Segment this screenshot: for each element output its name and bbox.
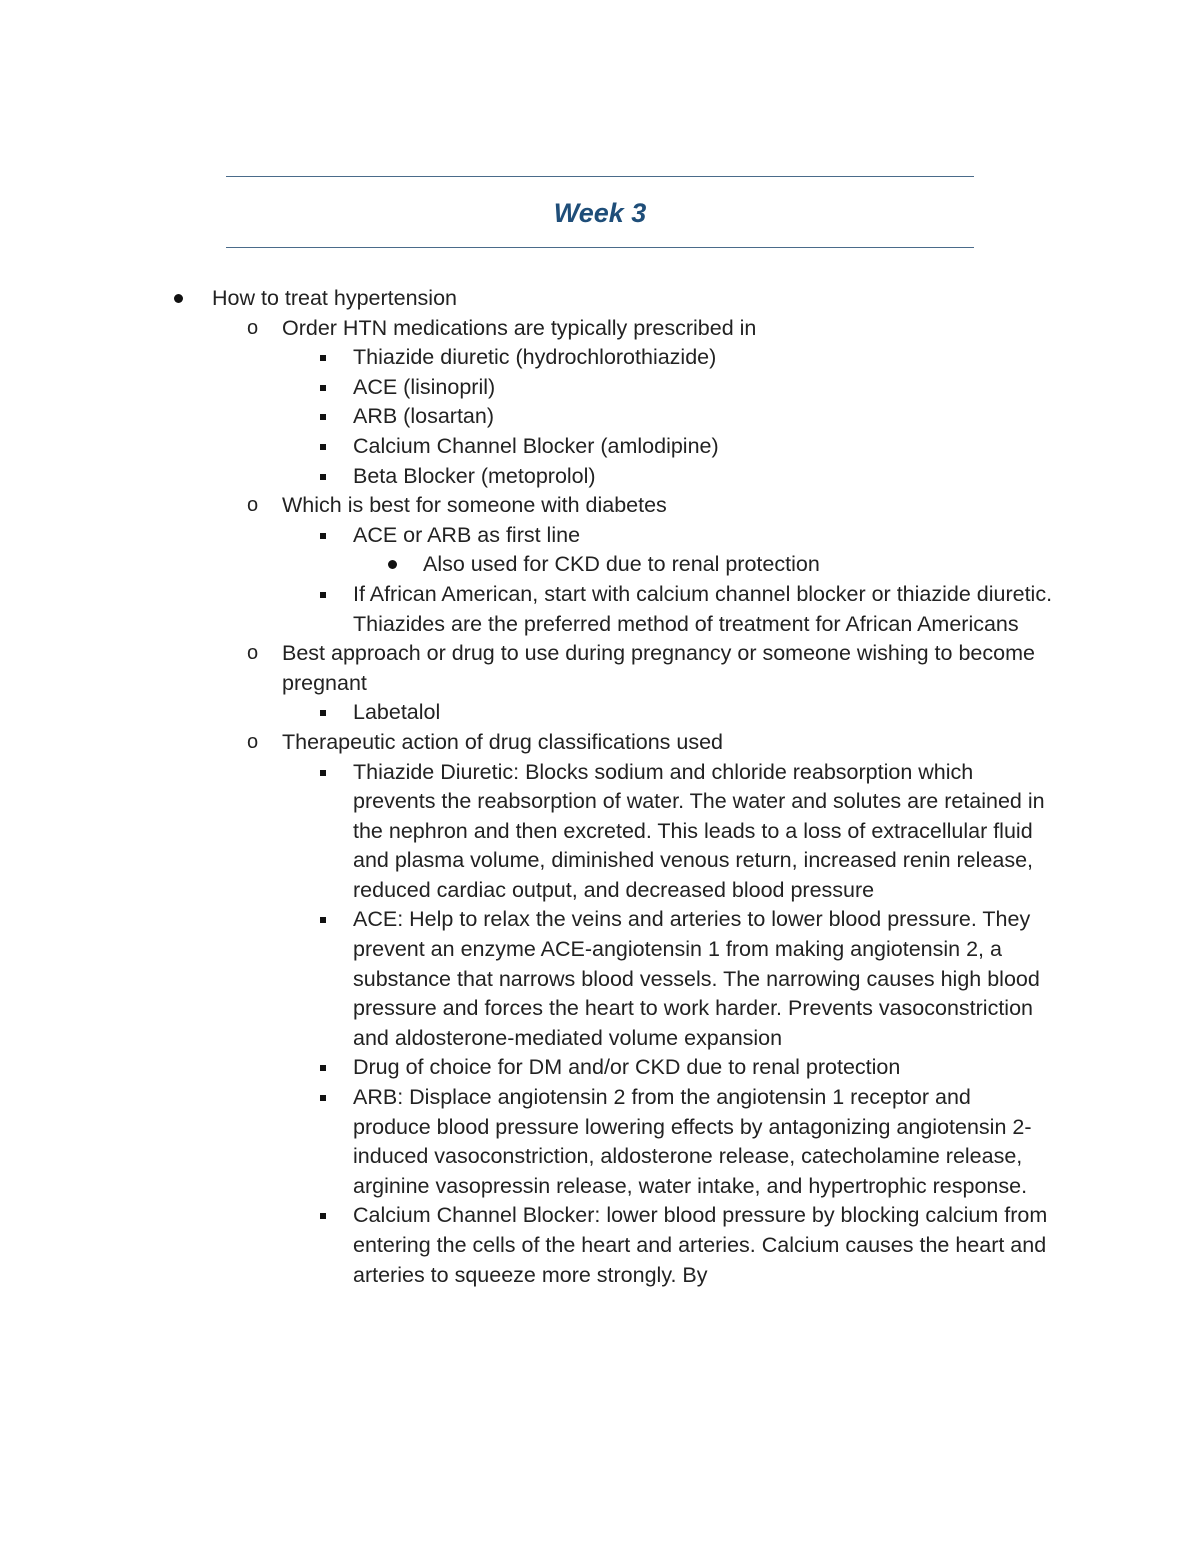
list-item-text: ACE or ARB as first line (353, 522, 581, 547)
list-item (0, 1201, 1053, 1290)
list-item-text: Thiazide diuretic (hydrochlorothiazide) (353, 345, 717, 370)
list-item (0, 462, 1053, 492)
list-item (0, 343, 1053, 373)
list-item (0, 521, 1053, 551)
bullet-square-icon (318, 462, 342, 492)
list-item (0, 639, 1042, 698)
list-item (0, 284, 1042, 314)
bullet-square-icon (318, 343, 342, 373)
list-item (0, 432, 1053, 462)
list-item (0, 402, 1053, 432)
list-item-text: Thiazide Diuretic: Blocks sodium and chloride reabsorption which prevents the reabsorption of water. The water and solutes are retained in the nephron and then excreted. This leads to a loss of extracellular fluid and plasma volume, diminished venous return, increased renin release, reduced cardiac output, and decreased blood pressure (353, 759, 1045, 902)
list-item (0, 580, 1053, 639)
bullet-square-icon (318, 402, 342, 432)
bullet-circle-icon (246, 491, 270, 521)
list-item-text: ACE (lisinopril) (353, 374, 496, 399)
list-item-text: Order HTN medications are typically prescribed in (282, 315, 757, 340)
list-item (0, 728, 1042, 758)
list-item (0, 491, 1042, 521)
list-item-text: Therapeutic action of drug classifications used (282, 729, 723, 754)
bullet-square-icon (318, 905, 342, 935)
bullet-circle-icon (246, 314, 270, 344)
list-item-text: Calcium Channel Blocker (amlodipine) (353, 433, 719, 458)
bullet-dot-icon (174, 284, 198, 314)
list-item-text: ARB: Displace angiotensin 2 from the angiotensin 1 receptor and produce blood pressure lowering effects by antagonizing angiotensin 2-induced vasoconstriction, aldosterone release, catecholamine release, arginine vasopressin release, water intake, and hypertrophic response. (353, 1085, 1032, 1198)
list-item (0, 373, 1053, 403)
bullet-dot-icon (388, 550, 412, 580)
bullet-square-icon (318, 580, 342, 610)
bullet-square-icon (318, 1201, 342, 1231)
bullet-square-icon (318, 1083, 342, 1113)
list-item-text: If African American, start with calcium channel blocker or thiazide diuretic. Thiazides are the preferred method of treatment for African Americans (353, 581, 1053, 636)
bullet-square-icon (318, 1053, 342, 1083)
title-top-rule (226, 176, 974, 177)
bullet-circle-icon (246, 728, 270, 758)
list-item-text: Best approach or drug to use during pregnancy or someone wishing to become pregnant (282, 641, 1035, 695)
list-item-text: How to treat hypertension (212, 286, 457, 310)
list-item (0, 550, 1053, 580)
title-bottom-rule (226, 247, 974, 248)
list-item (0, 698, 1053, 728)
bullet-square-icon (318, 758, 342, 788)
bullet-square-icon (318, 698, 342, 728)
list-item (0, 905, 1053, 1053)
list-item-text: ARB (losartan) (353, 404, 494, 429)
bullet-circle-icon (246, 639, 270, 669)
list-item-text: Which is best for someone with diabetes (282, 493, 667, 518)
list-item-text: Drug of choice for DM and/or CKD due to renal protection (353, 1055, 901, 1080)
list-item-text: Calcium Channel Blocker: lower blood pressure by blocking calcium from entering the cells of the heart and arteries. Calcium causes the heart and arteries to squeeze more strongly. By (353, 1203, 1048, 1287)
list-item-text: ACE: Help to relax the veins and arteries to lower blood pressure. They prevent an enzyme ACE-angiotensin 1 from making angiotensin 2, a substance that narrows blood vessels. The narrowing causes high blood pressure and forces the heart to work harder. Prevents vasoconstriction and aldosterone-mediated volume expansion (353, 907, 1040, 1050)
bullet-square-icon (318, 432, 342, 462)
list-item-text: Labetalol (353, 700, 441, 725)
list-item (0, 1083, 1053, 1201)
list-item-text: Also used for CKD due to renal protection (423, 552, 820, 577)
list-item-text: Beta Blocker (metoprolol) (353, 463, 596, 488)
list-item (0, 1053, 1053, 1083)
page-title: Week 3 (553, 198, 647, 228)
list-item (0, 314, 1042, 344)
list-item (0, 758, 1053, 906)
bullet-square-icon (318, 373, 342, 403)
bullet-square-icon (318, 521, 342, 551)
bullet-list (0, 284, 1200, 1290)
